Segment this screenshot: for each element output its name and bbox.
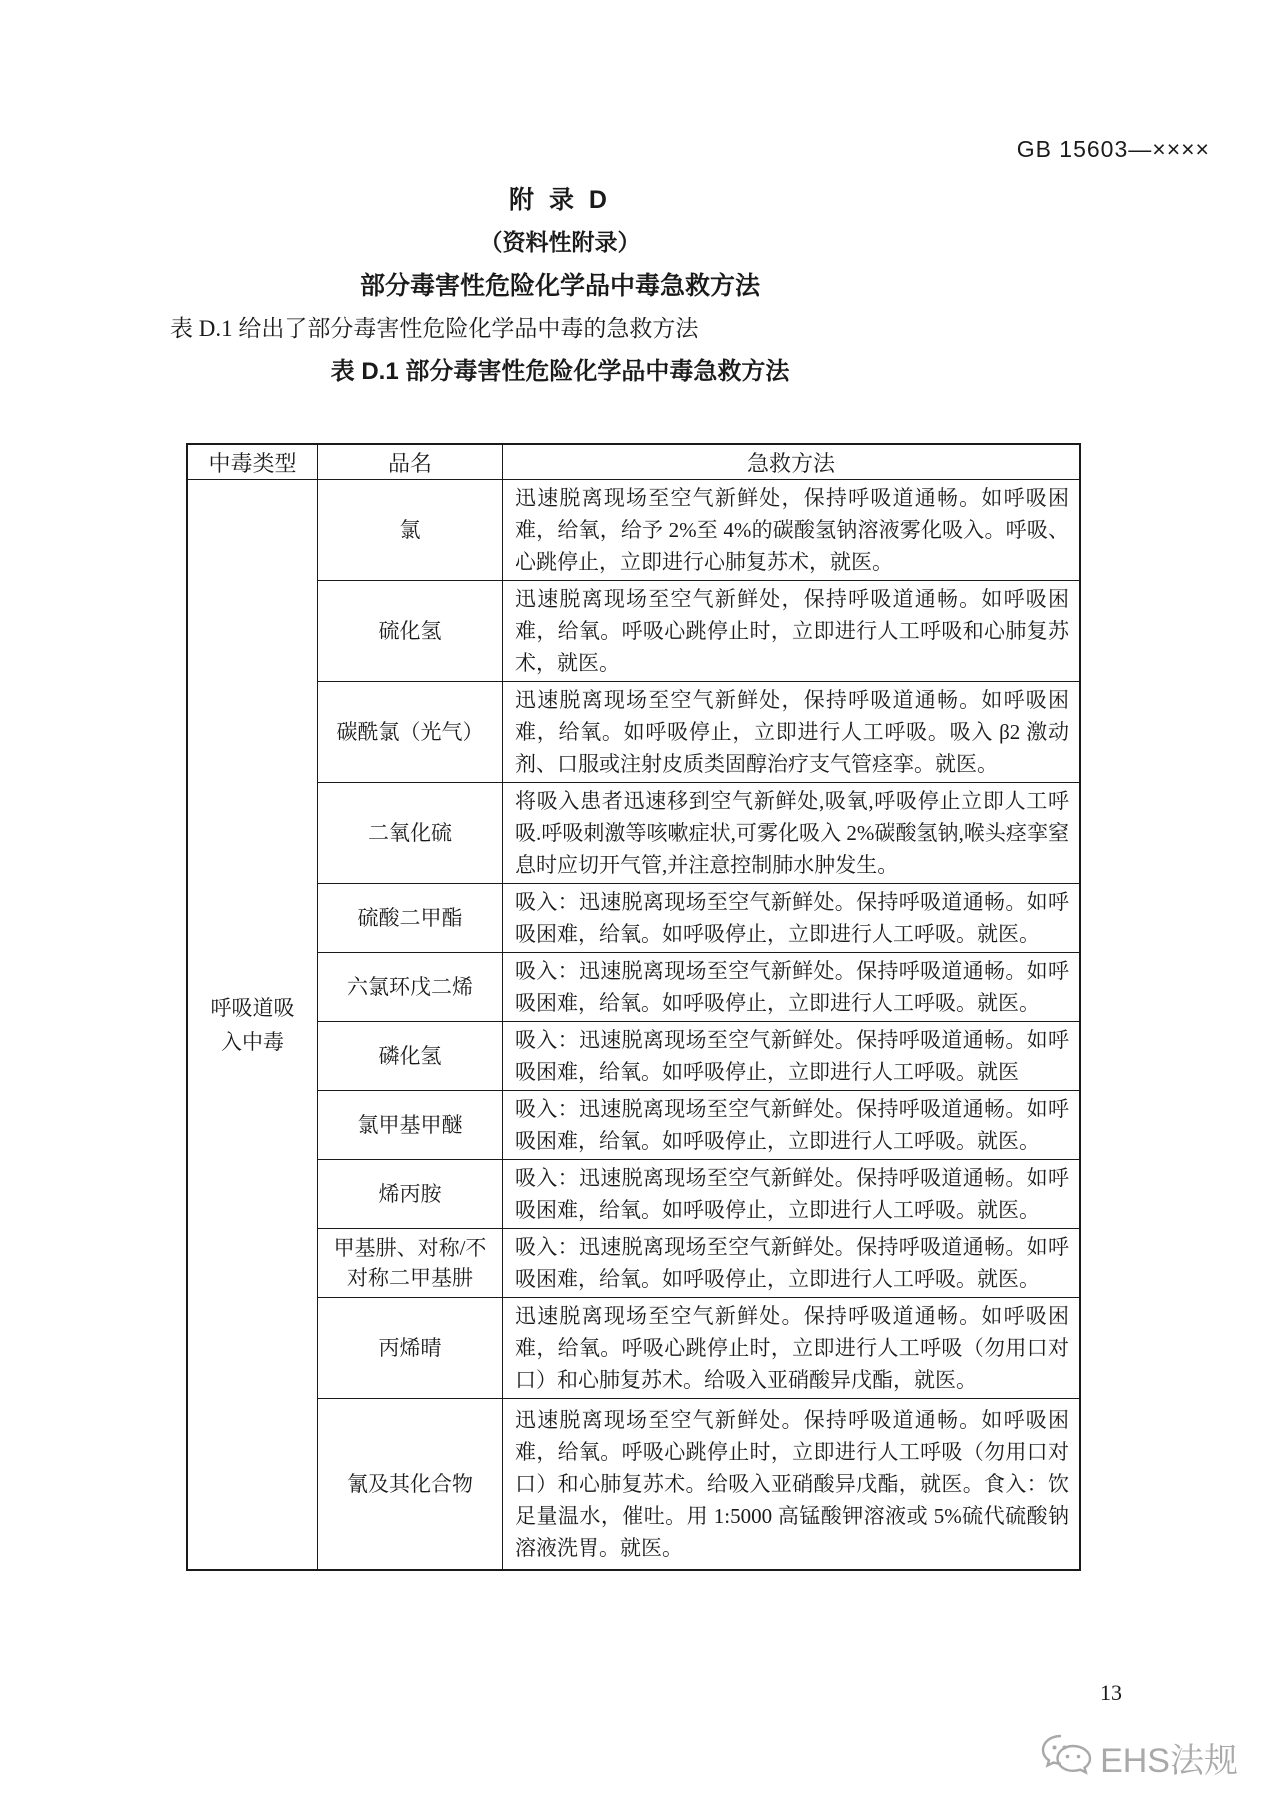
first-aid-method-cell: 将吸入患者迅速移到空气新鲜处,吸氧,呼吸停止立即人工呼吸.呼吸刺激等咳嗽症状,可雾化吸入 2%碳酸氢钠,喉头痉挛窒息时应切开气管,并注意控制肺水肿发生。 bbox=[503, 783, 1081, 884]
column-header-first-aid-method: 急救方法 bbox=[503, 444, 1081, 480]
first-aid-method-cell: 迅速脱离现场至空气新鲜处，保持呼吸道通畅。如呼吸困难，给氧。呼吸心跳停止时，立即进行人工呼吸和心肺复苏术，就医。 bbox=[503, 581, 1081, 682]
first-aid-method-cell: 迅速脱离现场至空气新鲜处。保持呼吸道通畅。如呼吸困难，给氧。呼吸心跳停止时，立即进行人工呼吸（勿用口对口）和心肺复苏术。给吸入亚硝酸异戊酯，就医。 bbox=[503, 1298, 1081, 1399]
table-row bbox=[187, 1399, 1080, 1571]
table-row bbox=[187, 1160, 1080, 1229]
appendix-title-heading: 部分毒害性危险化学品中毒急救方法 bbox=[359, 272, 760, 300]
table-row bbox=[187, 682, 1080, 783]
wechat-icon bbox=[1040, 1733, 1094, 1782]
table-caption: 表 D.1 部分毒害性危险化学品中毒急救方法 bbox=[330, 358, 790, 385]
table-row bbox=[187, 1298, 1080, 1399]
chemical-name-cell: 碳酰氯（光气） bbox=[318, 682, 503, 783]
chemical-name-cell: 硫化氢 bbox=[318, 581, 503, 682]
first-aid-method-cell: 吸入：迅速脱离现场至空气新鲜处。保持呼吸道通畅。如呼吸困难，给氧。如呼吸停止，立即进行人工呼吸。就医。 bbox=[503, 1160, 1081, 1229]
table-row bbox=[187, 1229, 1080, 1298]
table-row bbox=[187, 884, 1080, 953]
chemical-name-cell: 二氧化硫 bbox=[318, 783, 503, 884]
standard-number: GB 15603—×××× bbox=[1016, 136, 1210, 162]
first-aid-method-cell: 迅速脱离现场至空气新鲜处，保持呼吸道通畅。如呼吸困难，给氧。如呼吸停止，立即进行人工呼吸。吸入 β2 激动剂、口服或注射皮质类固醇治疗支气管痉挛。就医。 bbox=[503, 682, 1081, 783]
chemical-name-cell: 丙烯晴 bbox=[318, 1298, 503, 1399]
table-row bbox=[187, 1091, 1080, 1160]
chemical-name-cell: 硫酸二甲酯 bbox=[318, 884, 503, 953]
table-row bbox=[187, 953, 1080, 1022]
first-aid-method-cell: 吸入：迅速脱离现场至空气新鲜处。保持呼吸道通畅。如呼吸困难，给氧。如呼吸停止，立即进行人工呼吸。就医。 bbox=[503, 1229, 1081, 1298]
first-aid-method-cell: 迅速脱离现场至空气新鲜处，保持呼吸道通畅。如呼吸困难，给氧，给予 2%至 4%的碳酸氢钠溶液雾化吸入。呼吸、心跳停止，立即进行心肺复苏术，就医。 bbox=[503, 480, 1081, 581]
chemical-name-cell: 氰及其化合物 bbox=[318, 1399, 503, 1571]
page-number: 13 bbox=[1100, 1680, 1122, 1705]
appendix-heading: 附 录 D bbox=[509, 186, 611, 214]
first-aid-method-cell: 吸入：迅速脱离现场至空气新鲜处。保持呼吸道通畅。如呼吸困难，给氧。如呼吸停止，立即进行人工呼吸。就医。 bbox=[503, 884, 1081, 953]
column-header-poison-type: 中毒类型 bbox=[187, 444, 318, 480]
chemical-name-cell: 甲基肼、对称/不对称二甲基肼 bbox=[318, 1229, 503, 1298]
poison-type-cell: 呼吸道吸入中毒 bbox=[187, 480, 318, 1571]
intro-paragraph: 表 D.1 给出了部分毒害性危险化学品中毒的急救方法 bbox=[170, 316, 699, 341]
column-header-product-name: 品名 bbox=[318, 444, 503, 480]
chemical-name-cell: 氯甲基甲醚 bbox=[318, 1091, 503, 1160]
chemical-name-cell: 六氯环戊二烯 bbox=[318, 953, 503, 1022]
watermark bbox=[1040, 1733, 1238, 1782]
first-aid-method-cell: 吸入：迅速脱离现场至空气新鲜处。保持呼吸道通畅。如呼吸困难，给氧。如呼吸停止，立即进行人工呼吸。就医。 bbox=[503, 953, 1081, 1022]
table-row bbox=[187, 480, 1080, 581]
first-aid-table bbox=[186, 443, 1081, 1571]
first-aid-method-cell: 吸入：迅速脱离现场至空气新鲜处。保持呼吸道通畅。如呼吸困难，给氧。如呼吸停止，立即进行人工呼吸。就医 bbox=[503, 1022, 1081, 1091]
first-aid-method-cell: 迅速脱离现场至空气新鲜处。保持呼吸道通畅。如呼吸困难，给氧。呼吸心跳停止时，立即进行人工呼吸（勿用口对口）和心肺复苏术。给吸入亚硝酸异戊酯，就医。食入：饮足量温水，催吐。用 1:5000 高锰酸钾溶液或 5%硫代硫酸钠溶液洗胃。就医。 bbox=[503, 1399, 1081, 1571]
watermark-label: EHS法规 bbox=[1100, 1742, 1238, 1780]
table-row bbox=[187, 581, 1080, 682]
chemical-name-cell: 氯 bbox=[318, 480, 503, 581]
appendix-type-heading: （资料性附录） bbox=[479, 229, 641, 255]
table-row bbox=[187, 783, 1080, 884]
table-row bbox=[187, 1022, 1080, 1091]
chemical-name-cell: 烯丙胺 bbox=[318, 1160, 503, 1229]
table-header-row bbox=[187, 444, 1080, 480]
chemical-name-cell: 磷化氢 bbox=[318, 1022, 503, 1091]
first-aid-method-cell: 吸入：迅速脱离现场至空气新鲜处。保持呼吸道通畅。如呼吸困难，给氧。如呼吸停止，立即进行人工呼吸。就医。 bbox=[503, 1091, 1081, 1160]
